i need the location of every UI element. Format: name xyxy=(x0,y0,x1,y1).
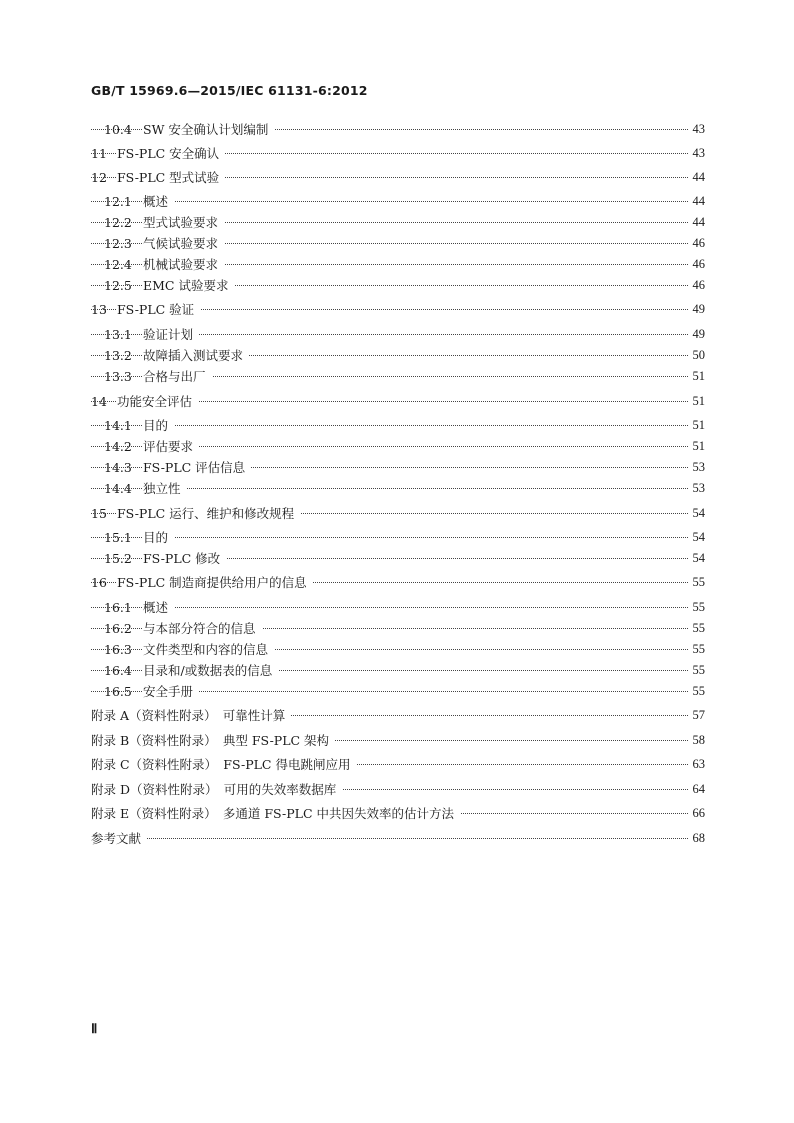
toc-entry-number: 14.2 xyxy=(104,438,132,454)
toc-entry[interactable] xyxy=(0,213,794,231)
toc-entry-number: 13 xyxy=(91,301,107,317)
toc-entry-page: 49 xyxy=(688,327,706,342)
toc-entry-number: 14 xyxy=(91,393,107,409)
toc-entry-page: 63 xyxy=(688,757,706,772)
toc-entry-title: 目的 xyxy=(143,528,174,546)
toc-entry-title: 与本部分符合的信息 xyxy=(143,619,262,637)
toc-entry-page: 43 xyxy=(688,146,706,161)
toc-entry-title: 故障插入测试要求 xyxy=(143,346,249,364)
toc-entry-title: 气候试验要求 xyxy=(143,234,224,252)
toc-entry[interactable] xyxy=(0,300,794,318)
dot-leader xyxy=(91,201,704,202)
toc-entry[interactable] xyxy=(0,829,794,847)
toc-entry-title: 附录 D（资料性附录） 可用的失效率数据库 xyxy=(91,780,342,798)
toc-entry[interactable] xyxy=(0,731,794,749)
toc-entry-number: 16.5 xyxy=(104,683,132,699)
toc-entry-page: 46 xyxy=(688,278,706,293)
toc-entry-title: 概述 xyxy=(143,598,174,616)
toc-entry-page: 66 xyxy=(688,806,706,821)
toc-entry[interactable] xyxy=(0,528,794,546)
toc-entry[interactable] xyxy=(0,234,794,252)
toc-entry[interactable] xyxy=(0,640,794,658)
toc-entry-number: 12.1 xyxy=(104,193,132,209)
toc-entry-page: 53 xyxy=(688,481,706,496)
toc-entry-number: 16.4 xyxy=(104,662,132,678)
toc-entry[interactable] xyxy=(0,479,794,497)
toc-entry-number: 15.2 xyxy=(104,550,132,566)
toc-entry-title: 参考文献 xyxy=(91,829,147,847)
toc-entry-page: 55 xyxy=(688,663,706,678)
toc-entry-page: 49 xyxy=(688,302,706,317)
toc-entry[interactable] xyxy=(0,755,794,773)
toc-entry-number: 14.4 xyxy=(104,480,132,496)
toc-entry-title: 文件类型和内容的信息 xyxy=(143,640,274,658)
toc-entry-number: 15.1 xyxy=(104,529,132,545)
toc-entry-number: 12.5 xyxy=(104,277,132,293)
dot-leader xyxy=(91,607,704,608)
toc-entry[interactable] xyxy=(0,573,794,591)
toc-entry-page: 64 xyxy=(688,782,706,797)
toc-entry-title: 功能安全评估 xyxy=(117,392,198,410)
toc-entry-page: 58 xyxy=(688,733,706,748)
toc-entry-number: 14.3 xyxy=(104,459,132,475)
toc-entry[interactable] xyxy=(0,598,794,616)
dot-leader xyxy=(91,838,704,839)
toc-entry-page: 43 xyxy=(688,122,706,137)
toc-entry[interactable] xyxy=(0,706,794,724)
toc-entry-title: 附录 A（资料性附录） 可靠性计算 xyxy=(91,706,291,724)
toc-entry-page: 57 xyxy=(688,708,706,723)
toc-entry-title: 合格与出厂 xyxy=(143,367,212,385)
toc-entry-page: 54 xyxy=(688,530,706,545)
dot-leader xyxy=(91,537,704,538)
toc-entry-page: 44 xyxy=(688,194,706,209)
toc-entry-title: 概述 xyxy=(143,192,174,210)
toc-entry[interactable] xyxy=(0,276,794,294)
toc-entry-page: 55 xyxy=(688,575,706,590)
toc-entry-number: 10.4 xyxy=(104,121,132,137)
document-header: GB/T 15969.6—2015/IEC 61131-6:2012 xyxy=(91,83,368,98)
toc-entry[interactable] xyxy=(0,346,794,364)
toc-entry-title: FS-PLC 验证 xyxy=(117,300,200,318)
page-number: Ⅱ xyxy=(91,1021,98,1036)
toc-entry[interactable] xyxy=(0,416,794,434)
toc-entry[interactable] xyxy=(0,367,794,385)
toc-entry-page: 46 xyxy=(688,257,706,272)
toc-entry-page: 68 xyxy=(688,831,706,846)
toc-entry[interactable] xyxy=(0,804,794,822)
toc-entry[interactable] xyxy=(0,682,794,700)
toc-entry-page: 51 xyxy=(688,418,706,433)
toc-entry-number: 16 xyxy=(91,574,107,590)
toc-entry[interactable] xyxy=(0,780,794,798)
toc-entry[interactable] xyxy=(0,168,794,186)
toc-entry-number: 13.1 xyxy=(104,326,132,342)
toc-entry-page: 55 xyxy=(688,642,706,657)
toc-entry-number: 12.4 xyxy=(104,256,132,272)
toc-entry-title: FS-PLC 修改 xyxy=(143,549,226,567)
toc-entry-number: 12.3 xyxy=(104,235,132,251)
toc-entry[interactable] xyxy=(0,619,794,637)
toc-entry[interactable] xyxy=(0,504,794,522)
toc-entry-title: 附录 C（资料性附录） FS-PLC 得电跳闸应用 xyxy=(91,755,356,773)
toc-entry[interactable] xyxy=(0,255,794,273)
toc-entry-number: 12 xyxy=(91,169,107,185)
toc-entry[interactable] xyxy=(0,549,794,567)
toc-entry-page: 55 xyxy=(688,621,706,636)
toc-entry[interactable] xyxy=(0,120,794,138)
toc-entry-page: 53 xyxy=(688,460,706,475)
toc-entry-number: 12.2 xyxy=(104,214,132,230)
toc-entry-number: 13.3 xyxy=(104,368,132,384)
toc-entry-title: SW 安全确认计划编制 xyxy=(143,120,274,138)
toc-entry-title: FS-PLC 评估信息 xyxy=(143,458,251,476)
toc-entry[interactable] xyxy=(0,192,794,210)
toc-entry-title: FS-PLC 制造商提供给用户的信息 xyxy=(117,573,313,591)
toc-entry-number: 16.2 xyxy=(104,620,132,636)
toc-entry[interactable] xyxy=(0,437,794,455)
toc-entry-page: 54 xyxy=(688,551,706,566)
toc-entry-page: 55 xyxy=(688,600,706,615)
toc-entry-title: 附录 E（资料性附录） 多通道 FS-PLC 中共因失效率的估计方法 xyxy=(91,804,460,822)
toc-entry-title: EMC 试验要求 xyxy=(143,276,234,294)
toc-entry[interactable] xyxy=(0,144,794,162)
toc-entry-title: 机械试验要求 xyxy=(143,255,224,273)
toc-entry-number: 13.2 xyxy=(104,347,132,363)
toc-entry-title: 评估要求 xyxy=(143,437,199,455)
toc-entry-title: 目录和/或数据表的信息 xyxy=(143,661,278,679)
toc-entry-page: 44 xyxy=(688,170,706,185)
toc-entry-title: 验证计划 xyxy=(143,325,199,343)
toc-entry[interactable] xyxy=(0,325,794,343)
dot-leader xyxy=(91,425,704,426)
toc-entry-title: FS-PLC 运行、维护和修改规程 xyxy=(117,504,300,522)
toc-entry-number: 15 xyxy=(91,505,107,521)
toc-entry-number: 14.1 xyxy=(104,417,132,433)
toc-entry-title: 目的 xyxy=(143,416,174,434)
toc-entry-page: 44 xyxy=(688,215,706,230)
toc-entry-page: 51 xyxy=(688,394,706,409)
toc-entry-title: 安全手册 xyxy=(143,682,199,700)
toc-entry-page: 51 xyxy=(688,439,706,454)
toc-entry-page: 50 xyxy=(688,348,706,363)
toc-entry[interactable] xyxy=(0,661,794,679)
toc-entry-title: 型式试验要求 xyxy=(143,213,224,231)
toc-entry-page: 46 xyxy=(688,236,706,251)
toc-entry-page: 55 xyxy=(688,684,706,699)
toc-entry-title: FS-PLC 型式试验 xyxy=(117,168,225,186)
toc-entry-number: 16.3 xyxy=(104,641,132,657)
toc-entry-title: 附录 B（资料性附录） 典型 FS-PLC 架构 xyxy=(91,731,335,749)
toc-entry-number: 11 xyxy=(91,145,107,161)
toc-entry-title: 独立性 xyxy=(143,479,187,497)
toc-entry[interactable] xyxy=(0,458,794,476)
toc-entry-page: 54 xyxy=(688,506,706,521)
toc-entry-page: 51 xyxy=(688,369,706,384)
toc-entry[interactable] xyxy=(0,392,794,410)
toc-entry-number: 16.1 xyxy=(104,599,132,615)
toc-entry-title: FS-PLC 安全确认 xyxy=(117,144,225,162)
